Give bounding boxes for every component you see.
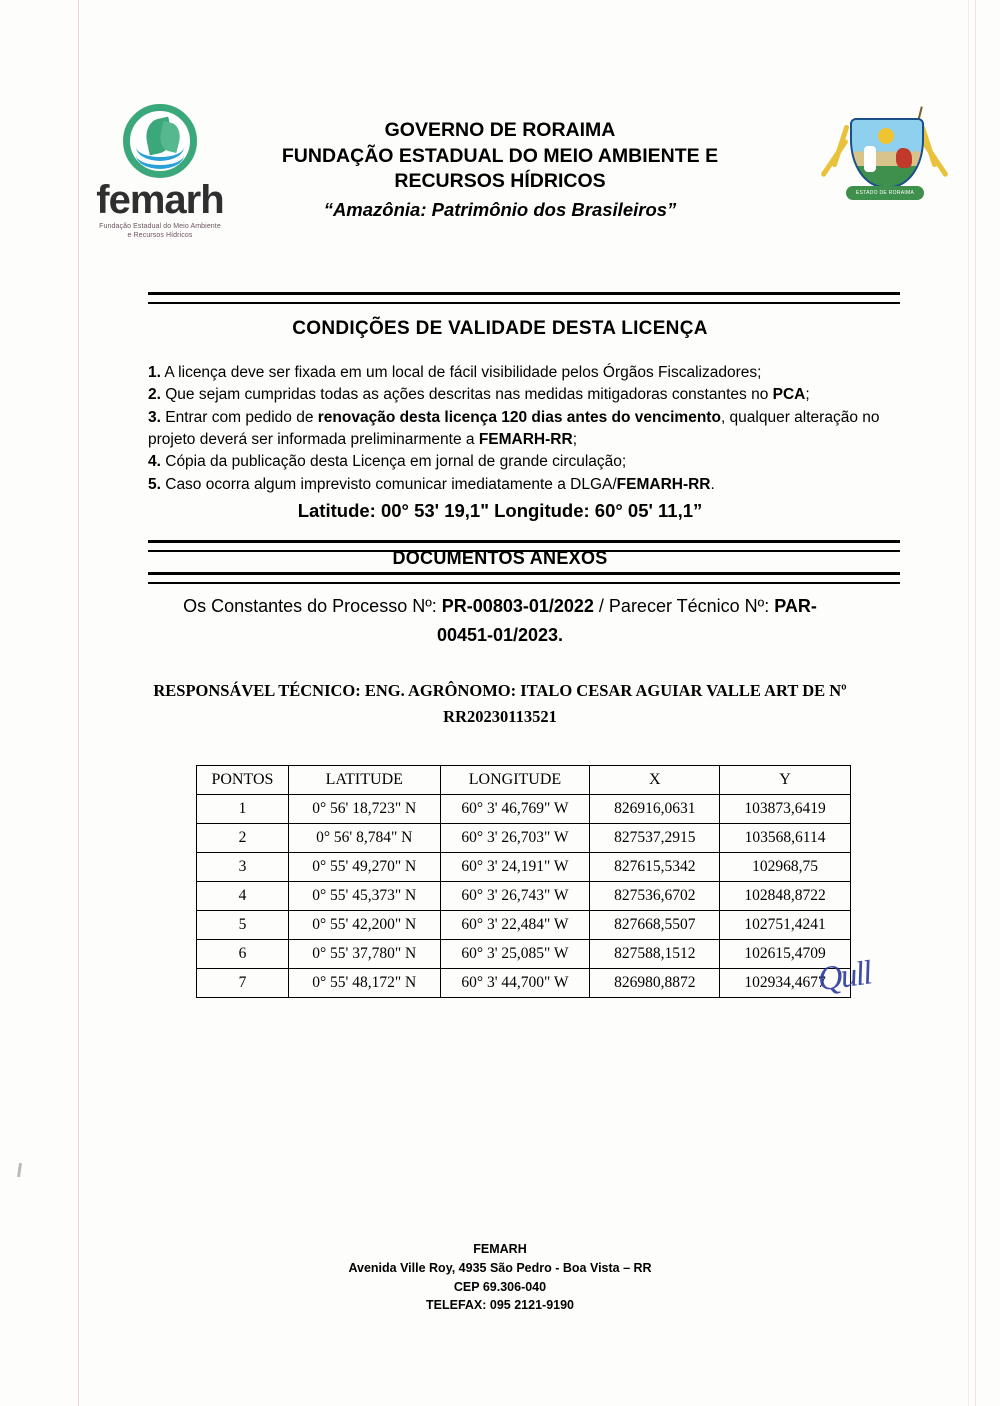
footer-line-2: Avenida Ville Roy, 4935 São Pedro - Boa Vista – RR (348, 1260, 652, 1275)
cell-latitude: 0° 56' 8,784" N (288, 824, 440, 853)
handwritten-signature: Qull (815, 954, 873, 999)
column-header-x: X (590, 766, 720, 795)
technical-responsible-line-2: RR20230113521 (443, 706, 557, 726)
divider-documents-bottom (148, 572, 900, 584)
condition-text-1: 1. A licença deve ser fixada em um local de fácil visibilidade pelos Órgãos Fiscalizadores; (148, 364, 762, 381)
coat-of-arms-ribbon: ESTADO DE RORAIMA (846, 186, 924, 200)
cell-latitude: 0° 55' 48,172" N (288, 969, 440, 998)
title-line-2: FUNDAÇÃO ESTADUAL DO MEIO AMBIENTE E (281, 144, 719, 167)
condition-text-5: 5. Caso ocorra algum imprevisto comunicar imediatamente a DLGA/FEMARH-RR. (148, 475, 715, 493)
coordinates-table (196, 765, 851, 998)
logo-subtitle-line2: e Recursos Hídricos (127, 231, 193, 239)
table-row (197, 940, 851, 969)
table-row (197, 882, 851, 911)
table-row (197, 824, 851, 853)
cell-latitude: 0° 55' 45,373" N (288, 882, 440, 911)
condition-item-3 (148, 407, 908, 452)
condition-item-4 (148, 451, 908, 473)
documents-body (150, 592, 850, 650)
title-line-1: GOVERNO DE RORAIMA (384, 119, 616, 141)
page-title (250, 118, 750, 223)
femarh-logo (70, 104, 250, 241)
column-header-pontos: PONTOS (197, 766, 289, 795)
table-row (197, 795, 851, 824)
cell-y: 102615,4709 (720, 940, 851, 969)
cell-x: 827668,5507 (590, 911, 720, 940)
cell-ponto: 6 (197, 940, 289, 969)
table-header-row (197, 766, 851, 795)
document-header (0, 96, 1000, 246)
cell-longitude: 60° 3' 25,085" W (440, 940, 590, 969)
cell-longitude: 60° 3' 22,484" W (440, 911, 590, 940)
footer-line-3: CEP 69.306-040 (453, 1279, 547, 1294)
cell-ponto: 7 (197, 969, 289, 998)
cell-x: 827536,6702 (590, 882, 720, 911)
cell-y: 102968,75 (720, 853, 851, 882)
condition-item-1 (148, 362, 908, 384)
condition-text-4: 4. Cópia da publicação desta Licença em jornal de grande circulação; (148, 453, 627, 471)
condition-text-3: 3. Entrar com pedido de renovação desta licença 120 dias antes do vencimento, qualquer alteração no projeto deverá ser informada preliminarmente a FEMARH-RR; (148, 408, 880, 448)
cell-y: 102751,4241 (720, 911, 851, 940)
footer-line-4: TELEFAX: 095 2121-9190 (426, 1298, 574, 1313)
cell-ponto: 5 (197, 911, 289, 940)
condition-item-2 (148, 384, 908, 406)
documents-body-line-1: Os Constantes do Processo Nº: PR-00803-01/2022 / Parecer Técnico Nº: PAR- (183, 596, 817, 616)
cell-x: 826980,8872 (590, 969, 720, 998)
column-header-latitude: LATITUDE (288, 766, 440, 795)
cell-longitude: 60° 3' 26,743" W (440, 882, 590, 911)
documents-body-line-2: 00451-01/2023. (436, 624, 564, 645)
conditions-list (148, 362, 908, 496)
cell-latitude: 0° 55' 49,270" N (288, 853, 440, 882)
technical-responsible (120, 678, 880, 729)
leaf-water-icon (123, 104, 197, 178)
technical-responsible-line-1: RESPONSÁVEL TÉCNICO: ENG. AGRÔNOMO: ITALO CESAR AGUIAR VALLE ART DE Nº (153, 681, 847, 700)
cell-latitude: 0° 55' 37,780" N (288, 940, 440, 969)
logo-subtitle-line1: Fundação Estadual do Meio Ambiente (99, 223, 221, 230)
table-row (197, 911, 851, 940)
scan-artifact-blot (17, 1163, 22, 1177)
table-row (197, 853, 851, 882)
cell-ponto: 3 (197, 853, 289, 882)
cell-x: 827537,2915 (590, 824, 720, 853)
cell-longitude: 60° 3' 46,769" W (440, 795, 590, 824)
footer-line-1: FEMARH (473, 1242, 527, 1256)
cell-longitude: 60° 3' 44,700" W (440, 969, 590, 998)
cell-latitude: 0° 56' 18,723" N (288, 795, 440, 824)
conditions-title: CONDIÇÕES DE VALIDADE DESTA LICENÇA (292, 318, 708, 339)
column-header-y: Y (720, 766, 851, 795)
cell-longitude: 60° 3' 26,703" W (440, 824, 590, 853)
coat-of-arms-icon (830, 106, 940, 224)
slogan: “Amazônia: Patrimônio dos Brasileiros” (323, 199, 677, 221)
coordinates-summary: Latitude: 00° 53' 19,1" Longitude: 60° 05' 11,1” (297, 500, 703, 521)
cell-y: 103568,6114 (720, 824, 851, 853)
cell-x: 827588,1512 (590, 940, 720, 969)
cell-y: 102848,8722 (720, 882, 851, 911)
cell-latitude: 0° 55' 42,200" N (288, 911, 440, 940)
condition-text-2: 2. Que sejam cumpridas todas as ações descritas nas medidas mitigadoras constantes no PCA; (148, 386, 810, 404)
column-header-longitude: LONGITUDE (440, 766, 590, 795)
logo-subtitle (70, 223, 250, 241)
cell-ponto: 1 (197, 795, 289, 824)
title-line-3: RECURSOS HÍDRICOS (394, 170, 606, 193)
cell-y: 102934,4677 (720, 969, 851, 998)
cell-ponto: 2 (197, 824, 289, 853)
document-footer (0, 1240, 1000, 1315)
cell-x: 826916,0631 (590, 795, 720, 824)
documents-title: DOCUMENTOS ANEXOS (392, 548, 608, 568)
logo-wordmark: femarh (96, 178, 224, 222)
cell-x: 827615,5342 (590, 853, 720, 882)
cell-y: 103873,6419 (720, 795, 851, 824)
condition-item-5 (148, 474, 908, 496)
table-row (197, 969, 851, 998)
cell-ponto: 4 (197, 882, 289, 911)
divider-top (148, 292, 900, 304)
cell-longitude: 60° 3' 24,191" W (440, 853, 590, 882)
